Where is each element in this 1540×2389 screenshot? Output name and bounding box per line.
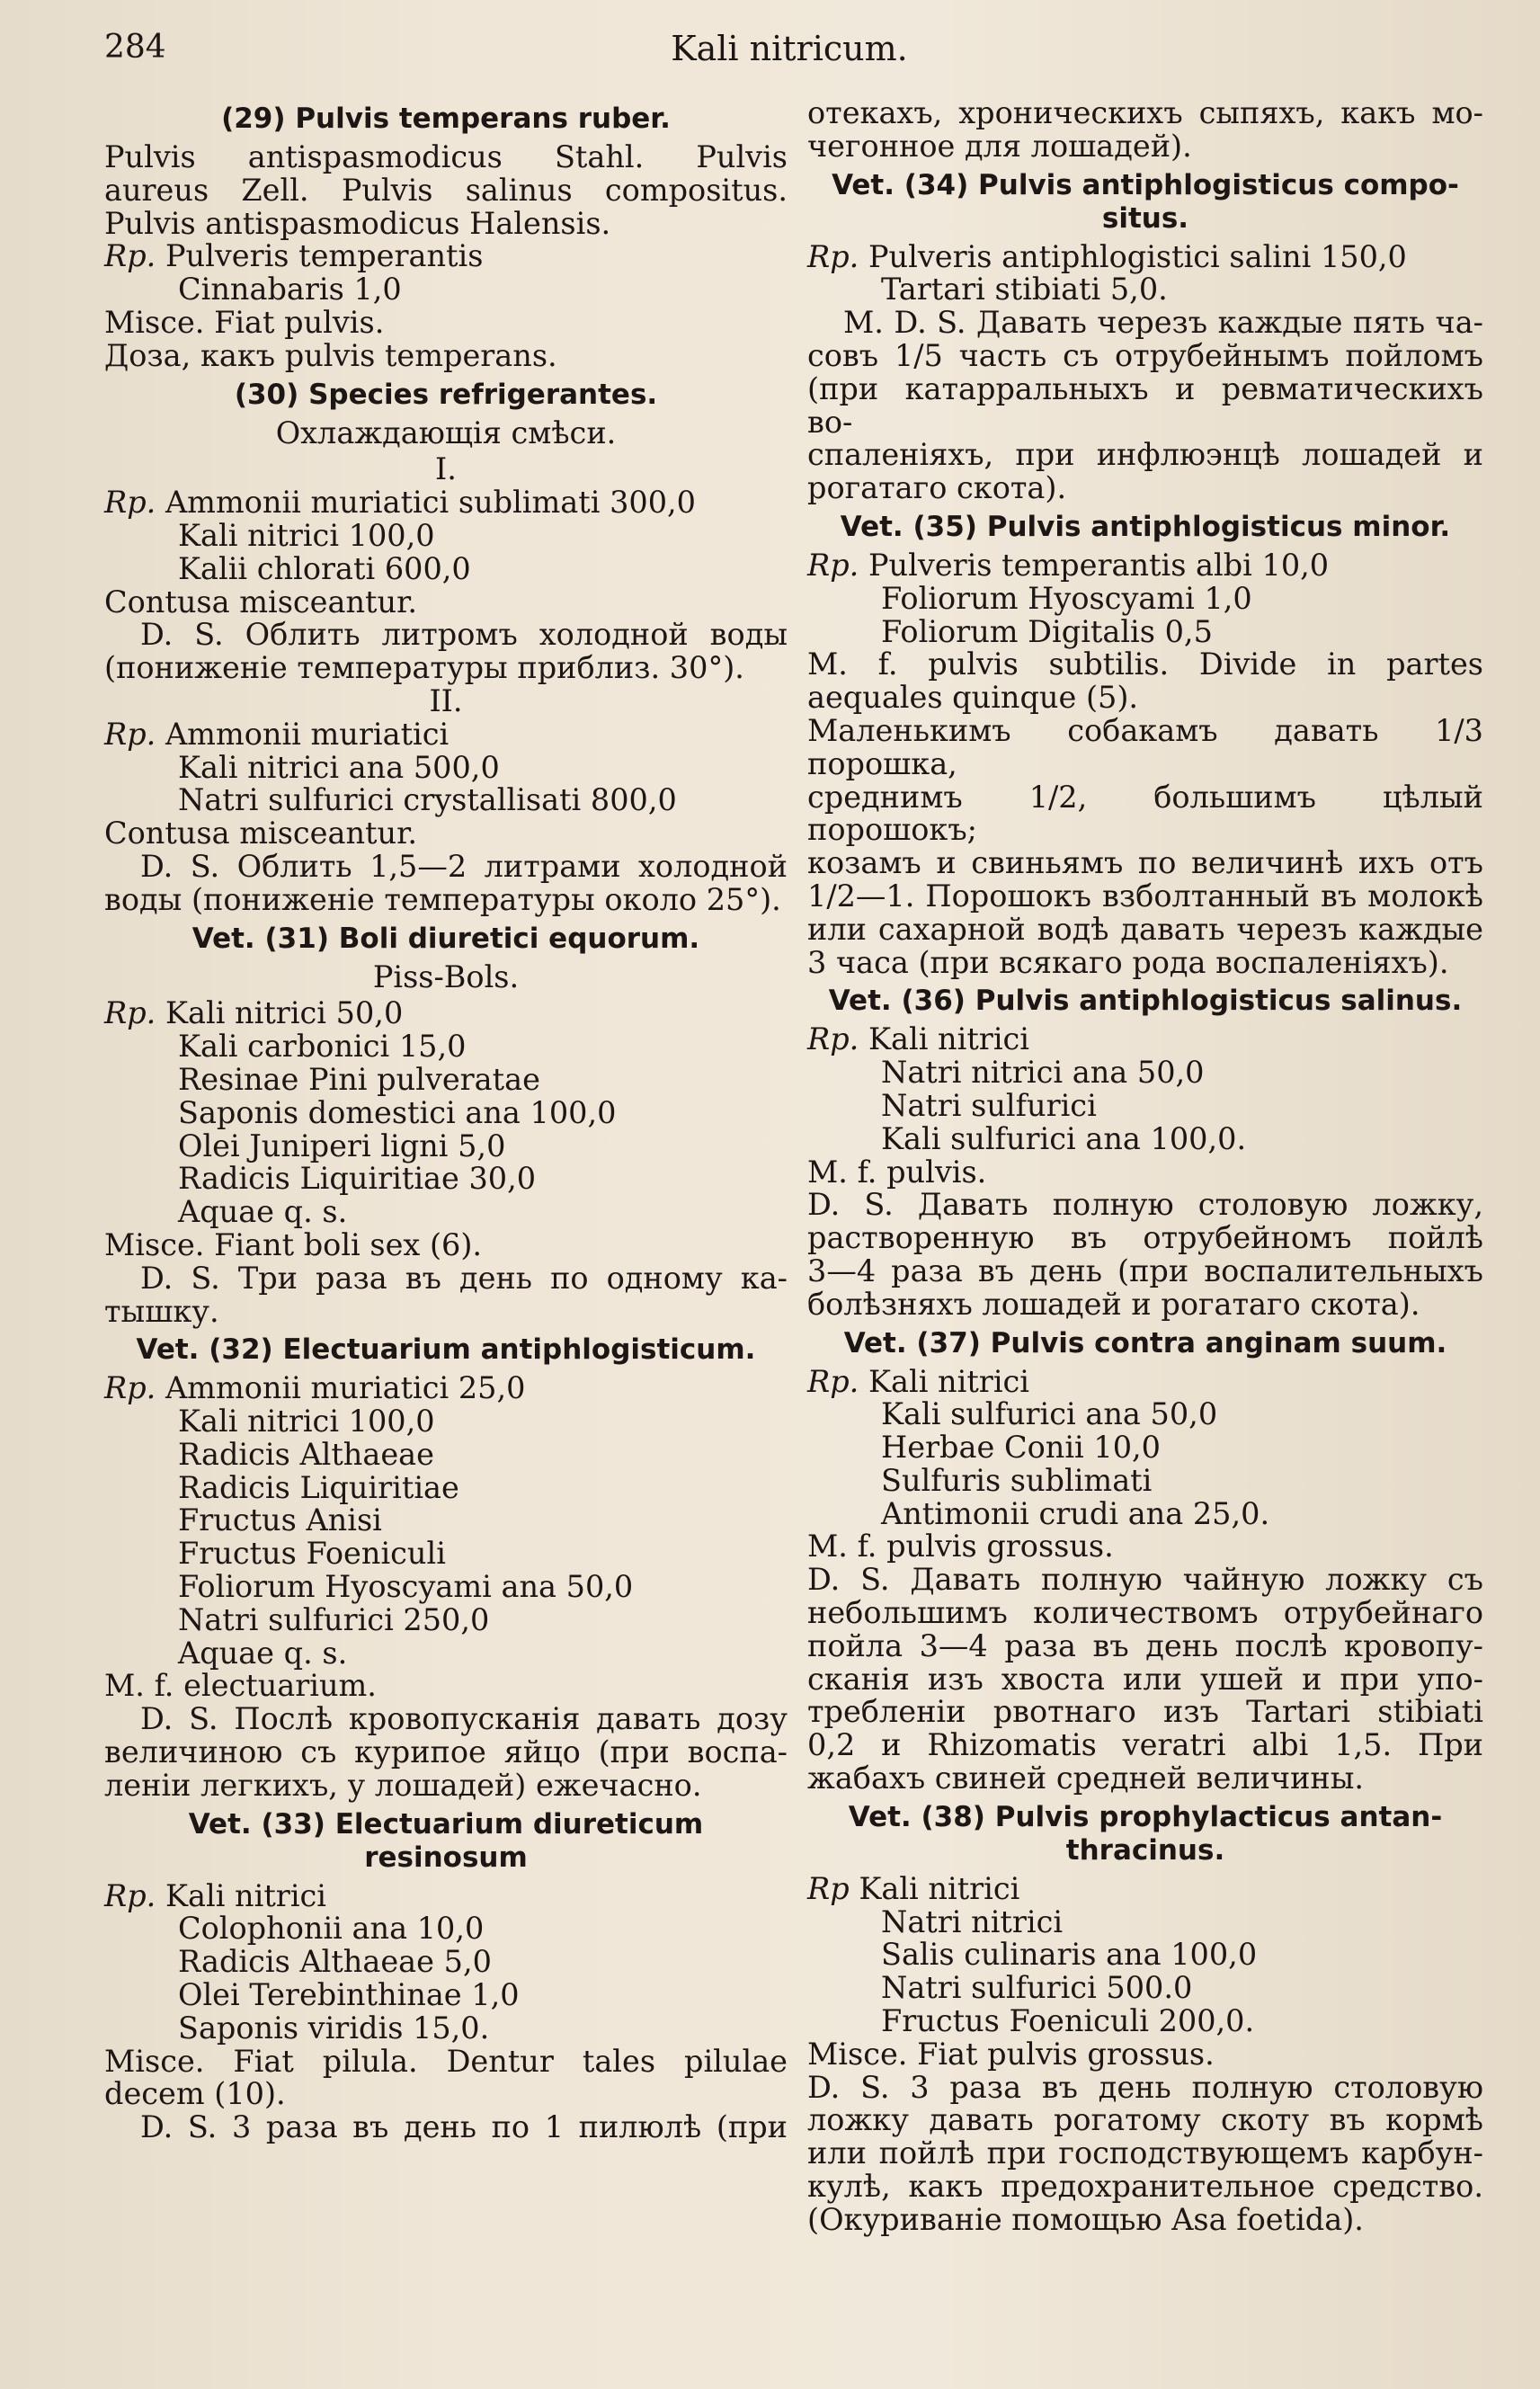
recipe-heading: Vet. (38) Pulvis prophylacticus antan- (848, 1800, 1443, 1833)
note-line: 1/2—1. Порошокъ взболтанный въ молокѣ (807, 878, 1483, 914)
page-number: 284 (104, 29, 166, 66)
ingredient: Aquae q. s. (178, 1635, 348, 1671)
ingredient: Kali sulfurici ana 50,0 (881, 1396, 1218, 1432)
signa-line: небольшимъ количествомъ отрубейнаго (807, 1595, 1483, 1631)
recipe-heading: situs. (1101, 201, 1189, 235)
signa-line: спаленіяхъ, при инфлюэнцѣ лошадей и (807, 437, 1483, 473)
ingredient: Foliorum Hyoscyami ana 50,0 (178, 1569, 634, 1605)
signa-line: 3—4 раза въ день (при воспалительныхъ (807, 1252, 1483, 1288)
signa-line: отекахъ, хроническихъ сыпяхъ, какъ мо- (807, 95, 1483, 130)
ingredient: Kali nitrici (868, 1021, 1030, 1057)
ingredient: Natri sulfurici (881, 1087, 1097, 1123)
contusa-line: Contusa misceantur. (104, 584, 418, 620)
ingredient: Saponis domestici ana 100,0 (178, 1094, 617, 1130)
ingredient: Resinae Pini pulveratae (178, 1061, 540, 1097)
ingredient: Radicis Liquiritiae 30,0 (178, 1161, 537, 1197)
ingredient: Pulveris temperantis albi 10,0 (868, 547, 1330, 583)
ingredient: Kali nitrici (859, 1870, 1020, 1906)
signa-line: D. S. Послѣ кровопусканія давать дозу (140, 1701, 788, 1737)
ingredient: Herbae Conii 10,0 (881, 1430, 1161, 1466)
misce-line: decem (10). (104, 2076, 286, 2112)
misce-line: Misce. Fiat pilula. Dentur tales pilulae (104, 2043, 788, 2079)
recipe-line (104, 1877, 788, 1913)
signa-line: D. S. 3 раза въ день по 1 пилюлѣ (при (140, 2109, 788, 2145)
recipe-line (807, 238, 1483, 274)
synonym-line: Pulvis antispasmodicus Halensis. (104, 205, 611, 241)
ingredient: Cinnabaris 1,0 (178, 272, 402, 308)
ingredient: Kali nitrici (165, 1877, 327, 1913)
ingredient: Antimonii crudi ana 25,0. (881, 1495, 1270, 1531)
ingredient: Kali nitrici 50,0 (165, 995, 404, 1031)
signa-line: ложку давать рогатому скоту въ кормѣ (807, 2102, 1483, 2138)
rx-mark: Rp. (104, 485, 156, 521)
signa-line: (при катарральныхъ и ревматическихъ во- (807, 370, 1483, 440)
note-line: Маленькимъ собакамъ давать 1/3 порошка, (807, 712, 1483, 781)
ingredient: Kali nitrici 100,0 (178, 517, 435, 553)
recipe-line (104, 997, 788, 1030)
rx-mark: Rp. (104, 995, 156, 1031)
signa-line: 0,2 и Rhizomatis veratri albi 1,5. При (807, 1727, 1483, 1763)
recipe-33 (104, 1808, 788, 2144)
recipe-heading: Vet. (32) Electuarium antiphlogisticum. (136, 1333, 756, 1367)
signa-line: D. S. Давать полную столовую ложку, (807, 1187, 1483, 1223)
ingredient: Foliorum Hyoscyami 1,0 (881, 580, 1252, 616)
misce-line: Misce. Fiat pulvis. (104, 304, 385, 340)
signa-line: тышку. (104, 1293, 219, 1329)
recipe-heading: (30) Species refrigerantes. (234, 378, 658, 411)
misce-line: Misce. Fiant boli sex (6). (104, 1226, 483, 1262)
recipe-33-continued (807, 97, 1483, 164)
recipe-32 (104, 1333, 788, 1802)
recipe-line (807, 549, 1483, 583)
recipe-heading: (29) Pulvis temperans ruber. (221, 103, 671, 135)
recipe-line (104, 718, 788, 752)
ingredient: Ammonii muriatici (165, 716, 450, 752)
signa-line: рогатаго скота). (807, 470, 1067, 506)
rx-mark: Rp. (807, 1021, 859, 1057)
ingredient: Colophonii ana 10,0 (178, 1911, 485, 1947)
ingredient: Pulveris antiphlogistici salini 150,0 (868, 238, 1407, 274)
signa-line: D. S. Давать полную чайную ложку съ (807, 1562, 1483, 1598)
ingredient: Olei Juniperi ligni 5,0 (178, 1128, 506, 1163)
ingredient: Natri sulfurici 500.0 (881, 1970, 1193, 2006)
recipe-line (807, 1363, 1483, 1399)
signa-line: леніи легкихъ, у лошадей) ежечасно. (104, 1767, 702, 1803)
rx-mark: Rp. (104, 1877, 156, 1913)
ingredient: Natri nitrici ana 50,0 (881, 1055, 1205, 1091)
ingredient: Natri sulfurici crystallisati 800,0 (178, 782, 677, 818)
signa-line: болѣзняхъ лошадей и рогатаго скота). (807, 1286, 1420, 1322)
rx-mark: Rp. (807, 238, 859, 274)
note-line: среднимъ 1/2, большимъ цѣлый порошокъ; (807, 779, 1483, 848)
ingredient: Foliorum Digitalis 0,5 (881, 613, 1213, 649)
recipe-heading: Vet. (35) Pulvis antiphlogisticus minor. (840, 510, 1451, 543)
recipe-30 (104, 379, 788, 917)
recipe-heading: Vet. (31) Boli diuretici equorum. (191, 922, 700, 955)
recipe-heading: thracinus. (1065, 1833, 1225, 1867)
mf-line: M. f. pulvis subtilis. Divide in partes (807, 646, 1483, 682)
right-column (807, 97, 1483, 2237)
rx-mark: Rp. (104, 1370, 156, 1406)
signa-line: M. D. S. Давать черезъ каждые пять ча- (843, 305, 1483, 341)
left-column (104, 97, 788, 2144)
ingredient: Sulfuris sublimati (881, 1462, 1153, 1498)
ingredient: Salis culinaris ana 100,0 (881, 1937, 1258, 1973)
ingredient: Natri sulfurici 250,0 (178, 1601, 490, 1637)
recipe-31 (104, 923, 788, 1329)
signa-line: D. S. 3 раза въ день полную столовую (807, 2069, 1483, 2105)
recipe-heading: Vet. (34) Pulvis antiphlogisticus compo- (832, 168, 1459, 201)
signa-line: величиною съ курипое яйцо (при воспа- (104, 1734, 788, 1770)
ingredient: Fructus Foeniculi (178, 1536, 446, 1572)
ingredient: Saponis viridis 15,0. (178, 2010, 490, 2046)
signa-line: жабахъ свиней средней величины. (807, 1761, 1365, 1796)
ingredient: Fructus Foeniculi 200,0. (881, 2003, 1255, 2039)
ingredient: Tartari stibiati 5,0. (881, 272, 1168, 308)
recipe-line (104, 240, 788, 273)
ingredient: Ammonii muriatici sublimati 300,0 (165, 485, 696, 521)
recipe-38 (807, 1801, 1483, 2237)
signa-line: (Окуриваніе помощью Asa foetida). (807, 2201, 1364, 2237)
recipe-34 (807, 169, 1483, 505)
recipe-heading: Vet. (36) Pulvis antiphlogisticus salinus. (828, 985, 1463, 1018)
running-head (97, 25, 1482, 76)
signa-line: воды (пониженіе температуры около 25°). (104, 881, 781, 917)
signa-line: или пойлѣ при господствующемъ карбун- (807, 2135, 1483, 2171)
ingredient: Ammonii muriatici 25,0 (165, 1370, 526, 1406)
recipe-37 (807, 1327, 1483, 1796)
synonym-line: aureus Zell. Pulvis salinus compositus. (104, 172, 788, 208)
recipe-line (807, 1870, 1483, 1906)
note-line: козамъ и свиньямъ по величинѣ ихъ отъ (807, 845, 1483, 881)
recipe-29 (104, 103, 788, 373)
recipe-subtitle: Piss-Bols. (372, 958, 520, 994)
ingredient: Kali nitrici (868, 1363, 1030, 1399)
rx-mark: Rp. (104, 238, 156, 274)
note-line: или сахарной водѣ давать черезъ каждые (807, 911, 1483, 947)
ingredient: Kali sulfurici ana 100,0. (881, 1120, 1247, 1156)
ingredient: Pulveris temperantis (165, 238, 484, 274)
ingredient: Kalii chlorati 600,0 (178, 550, 471, 586)
ingredient: Kali carbonici 15,0 (178, 1029, 467, 1065)
rx-mark: Rp. (807, 1363, 859, 1399)
recipe-heading: Vet. (37) Pulvis contra anginam suum. (843, 1326, 1447, 1359)
mf-line: M. f. electuarium. (104, 1668, 377, 1704)
ingredient: Kali nitrici 100,0 (178, 1404, 435, 1440)
signa-line: чегонное для лошадей). (807, 128, 1192, 164)
ingredient: Radicis Althaeae 5,0 (178, 1944, 492, 1980)
ingredient: Fructus Anisi (178, 1502, 382, 1538)
signa-line: сканія изъ хвоста или ушей и при упо- (807, 1661, 1483, 1697)
dose-line: Доза, какъ pulvis temperans. (104, 337, 557, 373)
rx-mark: Rp. (807, 547, 859, 583)
mf-line: aequales quinque (5). (807, 680, 1139, 716)
recipe-35 (807, 511, 1483, 979)
recipe-heading: Vet. (33) Electuarium diureticum resinosum (188, 1807, 704, 1874)
signa-line: D. S. Три раза въ день по одному ка- (140, 1260, 788, 1296)
ingredient: Radicis Liquiritiae (178, 1469, 459, 1505)
running-title: Kali nitricum. (671, 29, 908, 68)
misce-line: Misce. Fiat pulvis grossus. (807, 2036, 1215, 2072)
signa-line: пойла 3—4 раза въ день послѣ кровопу- (807, 1627, 1483, 1663)
signa-line: D. S. Облить 1,5—2 литрами холодной (140, 848, 788, 884)
recipe-36 (807, 985, 1483, 1321)
recipe-line (104, 1372, 788, 1405)
signa-line: совъ 1/5 часть съ отрубейнымъ пойломъ (807, 337, 1483, 373)
ingredient: Radicis Althaeae (178, 1436, 434, 1472)
ingredient: Natri nitrici (881, 1903, 1064, 1939)
contusa-line: Contusa misceantur. (104, 816, 418, 851)
recipe-line (807, 1023, 1483, 1056)
rx-mark: Rp (807, 1870, 850, 1906)
ingredient: Kali nitrici ana 500,0 (178, 749, 500, 785)
signa-line: D. S. Облить литромъ холодной воды (140, 617, 788, 653)
note-line: 3 часа (при всякаго рода воспаленіяхъ). (807, 944, 1449, 980)
rx-mark: Rp. (104, 716, 156, 752)
signa-line: растворенную въ отрубейномъ пойлѣ (807, 1220, 1483, 1256)
synonym-line: Pulvis antispasmodicus Stahl. Pulvis (104, 139, 788, 174)
ingredient: Aquae q. s. (178, 1194, 348, 1230)
mf-line: M. f. pulvis grossus. (807, 1529, 1114, 1564)
section-numeral: II. (429, 682, 463, 718)
signa-line: требленіи рвотнаго изъ Tartari stibiati (807, 1694, 1483, 1730)
signa-line: кулѣ, какъ предохранительное средство. (807, 2169, 1483, 2205)
recipe-line (104, 486, 788, 520)
section-numeral: I. (435, 451, 457, 487)
recipe-subtitle: Охлаждающія смѣси. (275, 415, 617, 450)
signa-line: (пониженіе температуры приблиз. 30°). (104, 650, 744, 686)
mf-line: M. f. pulvis. (807, 1154, 987, 1190)
ingredient: Olei Terebinthinae 1,0 (178, 1977, 520, 2013)
